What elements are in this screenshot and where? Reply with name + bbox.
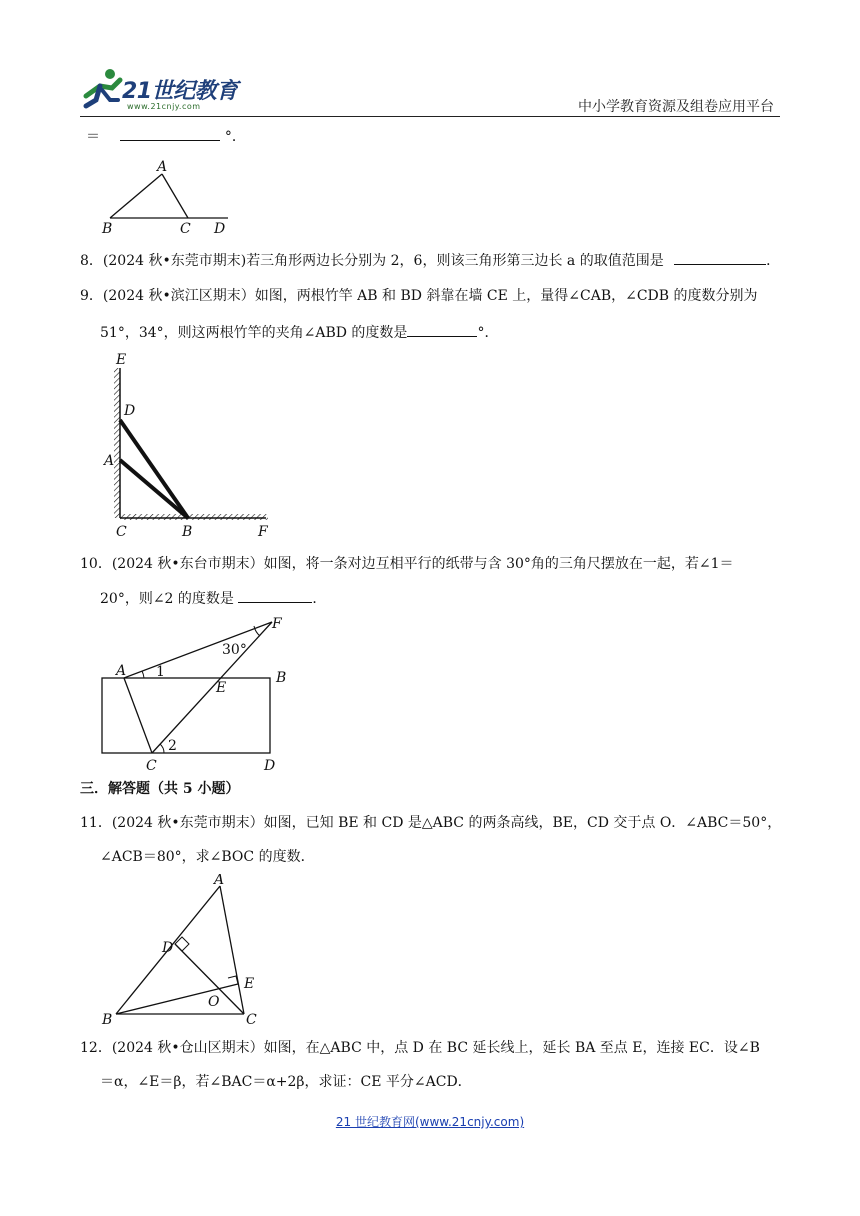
q10-question-line1 — [80, 554, 734, 574]
q7-triangle-figure — [96, 158, 236, 238]
header-divider — [80, 116, 780, 117]
q10-label-30deg: 30° — [222, 642, 247, 658]
q11-number: 11． — [80, 815, 112, 831]
q10-text-line1: 如图，将一条对边互相平行的纸带与含 30°角的三角尺摆放在一起，若∠1＝ — [263, 556, 734, 572]
q11-label-a: A — [214, 874, 225, 888]
q7-prefix: ＝ — [86, 129, 100, 145]
q9-source: (2024 秋•滨江区期末） — [102, 288, 255, 304]
q10-label-e: E — [216, 680, 227, 696]
q11-question-line2: ∠ACB＝80°，求∠BOC 的度数． — [100, 849, 315, 865]
q11-source: (2024 秋•东莞市期末） — [111, 815, 264, 831]
q8-answer-blank[interactable] — [674, 250, 766, 265]
q12-text-line1: 如图，在△ABC 中，点 D 在 BC 延长线上，延长 BA 至点 E，连接 EC．设∠B — [263, 1040, 760, 1056]
q10-label-angle2: 2 — [168, 738, 177, 754]
q12-question-line2: ＝α，∠E＝β，若∠BAC＝α+2β，求证：CE 平分∠ACD． — [100, 1074, 472, 1090]
q12-number: 12． — [80, 1040, 112, 1056]
q9-bamboo-figure — [98, 348, 278, 538]
q9-text-line2: 51°，34°，则这两根竹竿的夹角∠ABD 的度数是 — [100, 325, 408, 341]
q11-label-b: B — [102, 1012, 113, 1028]
q10-label-b: B — [276, 670, 287, 686]
q10-source: (2024 秋•东台市期末） — [111, 556, 264, 572]
q9-text-line1: 如图，两根竹竿 AB 和 BD 斜靠在墙 CE 上，量得∠CAB，∠CDB 的度数分别为 — [254, 288, 758, 304]
q8-end: ． — [766, 253, 781, 269]
q9-answer-blank[interactable] — [407, 322, 477, 337]
runner-logo-icon — [80, 66, 124, 112]
footer-link[interactable]: 21 世纪教育网(www.21cnjy.com) — [335, 1115, 525, 1129]
q7-label-c: C — [180, 221, 191, 237]
q11-label-d: D — [162, 940, 174, 956]
q8-number: 8． — [80, 253, 103, 269]
site-logo — [80, 66, 250, 112]
q7-answer-line — [86, 126, 246, 147]
q9-label-f: F — [258, 524, 268, 538]
q9-label-a: A — [104, 453, 115, 469]
logo-text: 21世纪教育 — [122, 79, 238, 104]
logo-url: www.21cnjy.com — [127, 102, 201, 111]
q8-source: (2024 秋•东莞市期末) — [102, 253, 247, 269]
q10-label-f: F — [272, 616, 282, 632]
q10-label-d: D — [264, 758, 276, 774]
q9-label-b: B — [182, 524, 193, 538]
q9-question-line1 — [80, 286, 758, 306]
platform-title: 中小学教育资源及组卷应用平台 — [578, 99, 774, 115]
q10-answer-blank[interactable] — [238, 588, 312, 603]
q12-question-line1 — [80, 1038, 760, 1058]
q7-label-b: B — [102, 221, 113, 237]
q8-text: 若三角形两边长分别为 2，6，则该三角形第三边长 a 的取值范围是 — [246, 253, 664, 269]
q10-label-angle1: 1 — [156, 664, 165, 680]
q8-question — [80, 250, 780, 271]
q10-strip-triangle-figure — [94, 612, 304, 774]
q11-label-c: C — [246, 1012, 257, 1028]
q11-text-line1: 如图，已知 BE 和 CD 是△ABC 的两条高线，BE，CD 交于点 O．∠ABC＝50°， — [263, 815, 782, 831]
q10-number: 10． — [80, 556, 112, 572]
q9-label-c: C — [116, 524, 127, 538]
q10-text-line2: 20°，则∠2 的度数是 — [100, 591, 234, 607]
q7-suffix: °． — [224, 129, 246, 145]
q9-label-d: D — [124, 403, 136, 419]
q9-number: 9． — [80, 288, 103, 304]
q10-question-line2 — [100, 588, 326, 609]
q9-text-end: °． — [477, 325, 499, 341]
q7-label-d: D — [214, 221, 226, 237]
q10-text-end: ． — [312, 591, 327, 607]
q9-label-e: E — [116, 352, 127, 368]
q7-answer-blank[interactable] — [120, 126, 220, 141]
q7-label-a: A — [157, 159, 168, 175]
q9-question-line2 — [100, 322, 498, 343]
q10-label-a: A — [116, 663, 127, 679]
section-title: 三．解答题（共 5 小题） — [80, 781, 240, 797]
q12-source: (2024 秋•仓山区期末） — [111, 1040, 264, 1056]
q11-altitudes-figure — [96, 874, 266, 1028]
q10-label-c: C — [146, 758, 157, 774]
q11-question-line1 — [80, 813, 781, 833]
q11-label-e: E — [244, 976, 255, 992]
q11-label-o: O — [208, 994, 220, 1010]
